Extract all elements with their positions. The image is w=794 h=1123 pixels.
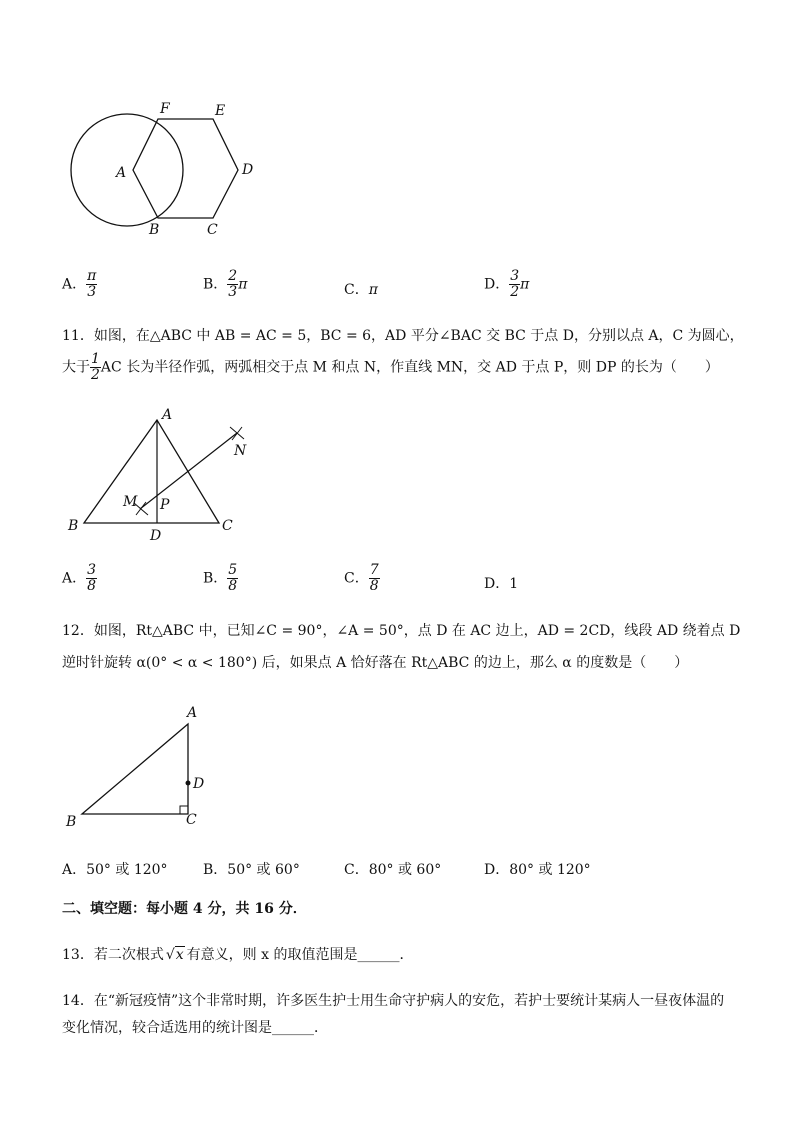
section-2-heading: 二、填空题：每小题 4 分，共 16 分．	[62, 901, 307, 917]
q11-arc-N	[230, 427, 244, 440]
q10-hexagon	[133, 119, 238, 218]
q12-option-b: B．50° 或 60°	[203, 862, 300, 878]
q11-option-d: D．1	[484, 576, 519, 592]
q10-label-D: D	[242, 162, 254, 178]
q10-label-B: B	[149, 222, 160, 238]
q10-label-E: E	[215, 103, 226, 119]
q10-option-b: B． $\frac{2}{3}$ π	[203, 268, 248, 300]
q11-option-a: A． $\frac{3}{8}$	[62, 562, 97, 594]
q11-line2: 大于 $\frac{1}{2}$ AC 长为半径作弧，两弧相交于点 M 和点 N，作直线 MN，交 AD 于点 P，则 DP 的长为（ ）	[62, 351, 719, 383]
q12-line1: 12．如图，Rt△ABC 中，已知∠C = 90°，∠A = 50°，点 D 在 AC 边上，AD = 2CD，线段 AD 绕着点 D	[62, 623, 741, 639]
q12-label-A: A	[187, 705, 198, 721]
q12-option-c: C．80° 或 60°	[344, 862, 442, 878]
q12-line2: 逆时针旋转 α(0° < α < 180°) 后，如果点 A 恰好落在 Rt△ABC 的边上，那么 α 的度数是（ ）	[62, 655, 689, 671]
q14-line1: 14．在“新冠疫情”这个非常时期，许多医生护士用生命守护病人的安危，若护士要统计某病人一昼夜体温的	[62, 993, 725, 1009]
q13-sqrt: √x	[165, 947, 184, 963]
q10-figure	[70, 95, 270, 245]
q11-label-P: P	[160, 497, 170, 513]
q11-label-N: N	[234, 443, 247, 459]
q11-label-C: C	[222, 518, 233, 534]
q12-option-a: A．50° 或 120°	[62, 862, 168, 878]
q11-label-D: D	[150, 528, 162, 544]
q12-label-D: D	[193, 776, 205, 792]
q11-line1: 11．如图，在△ABC 中 AB = AC = 5，BC = 6，AD 平分∠BAC 交 BC 于点 D，分别以点 A，C 为圆心，	[62, 328, 744, 344]
q10-option-c: C．π	[344, 282, 378, 298]
q13-line: 13．若二次根式 √x 有意义，则 x 的取值范围是______．	[62, 947, 414, 963]
q10-label-C: C	[207, 222, 218, 238]
q11-option-b: B． $\frac{5}{8}$	[203, 562, 238, 594]
q11-option-c: C． $\frac{7}{8}$	[344, 562, 379, 594]
q10-label-A: A	[116, 165, 127, 181]
q10-circle	[71, 114, 183, 226]
q11-line-MN	[140, 433, 237, 509]
q11-label-A: A	[162, 407, 173, 423]
q11-label-M: M	[123, 494, 138, 510]
q12-label-B: B	[66, 814, 77, 830]
q10-option-d: D． $\frac{3}{2}$ π	[484, 268, 530, 300]
q10-option-a: A． $\frac{\pi}{3}$	[62, 268, 97, 300]
q11-figure	[62, 405, 262, 550]
q12-point-D	[186, 781, 191, 786]
q14-line2: 变化情况，较合适选用的统计图是______．	[62, 1020, 328, 1036]
q11-triangle	[84, 420, 219, 523]
q12-option-d: D．80° 或 120°	[484, 862, 591, 878]
q12-triangle	[82, 724, 188, 814]
q10-label-F: F	[160, 101, 170, 117]
q11-label-B: B	[68, 518, 79, 534]
q12-label-C: C	[186, 812, 197, 828]
q12-figure	[62, 700, 222, 835]
